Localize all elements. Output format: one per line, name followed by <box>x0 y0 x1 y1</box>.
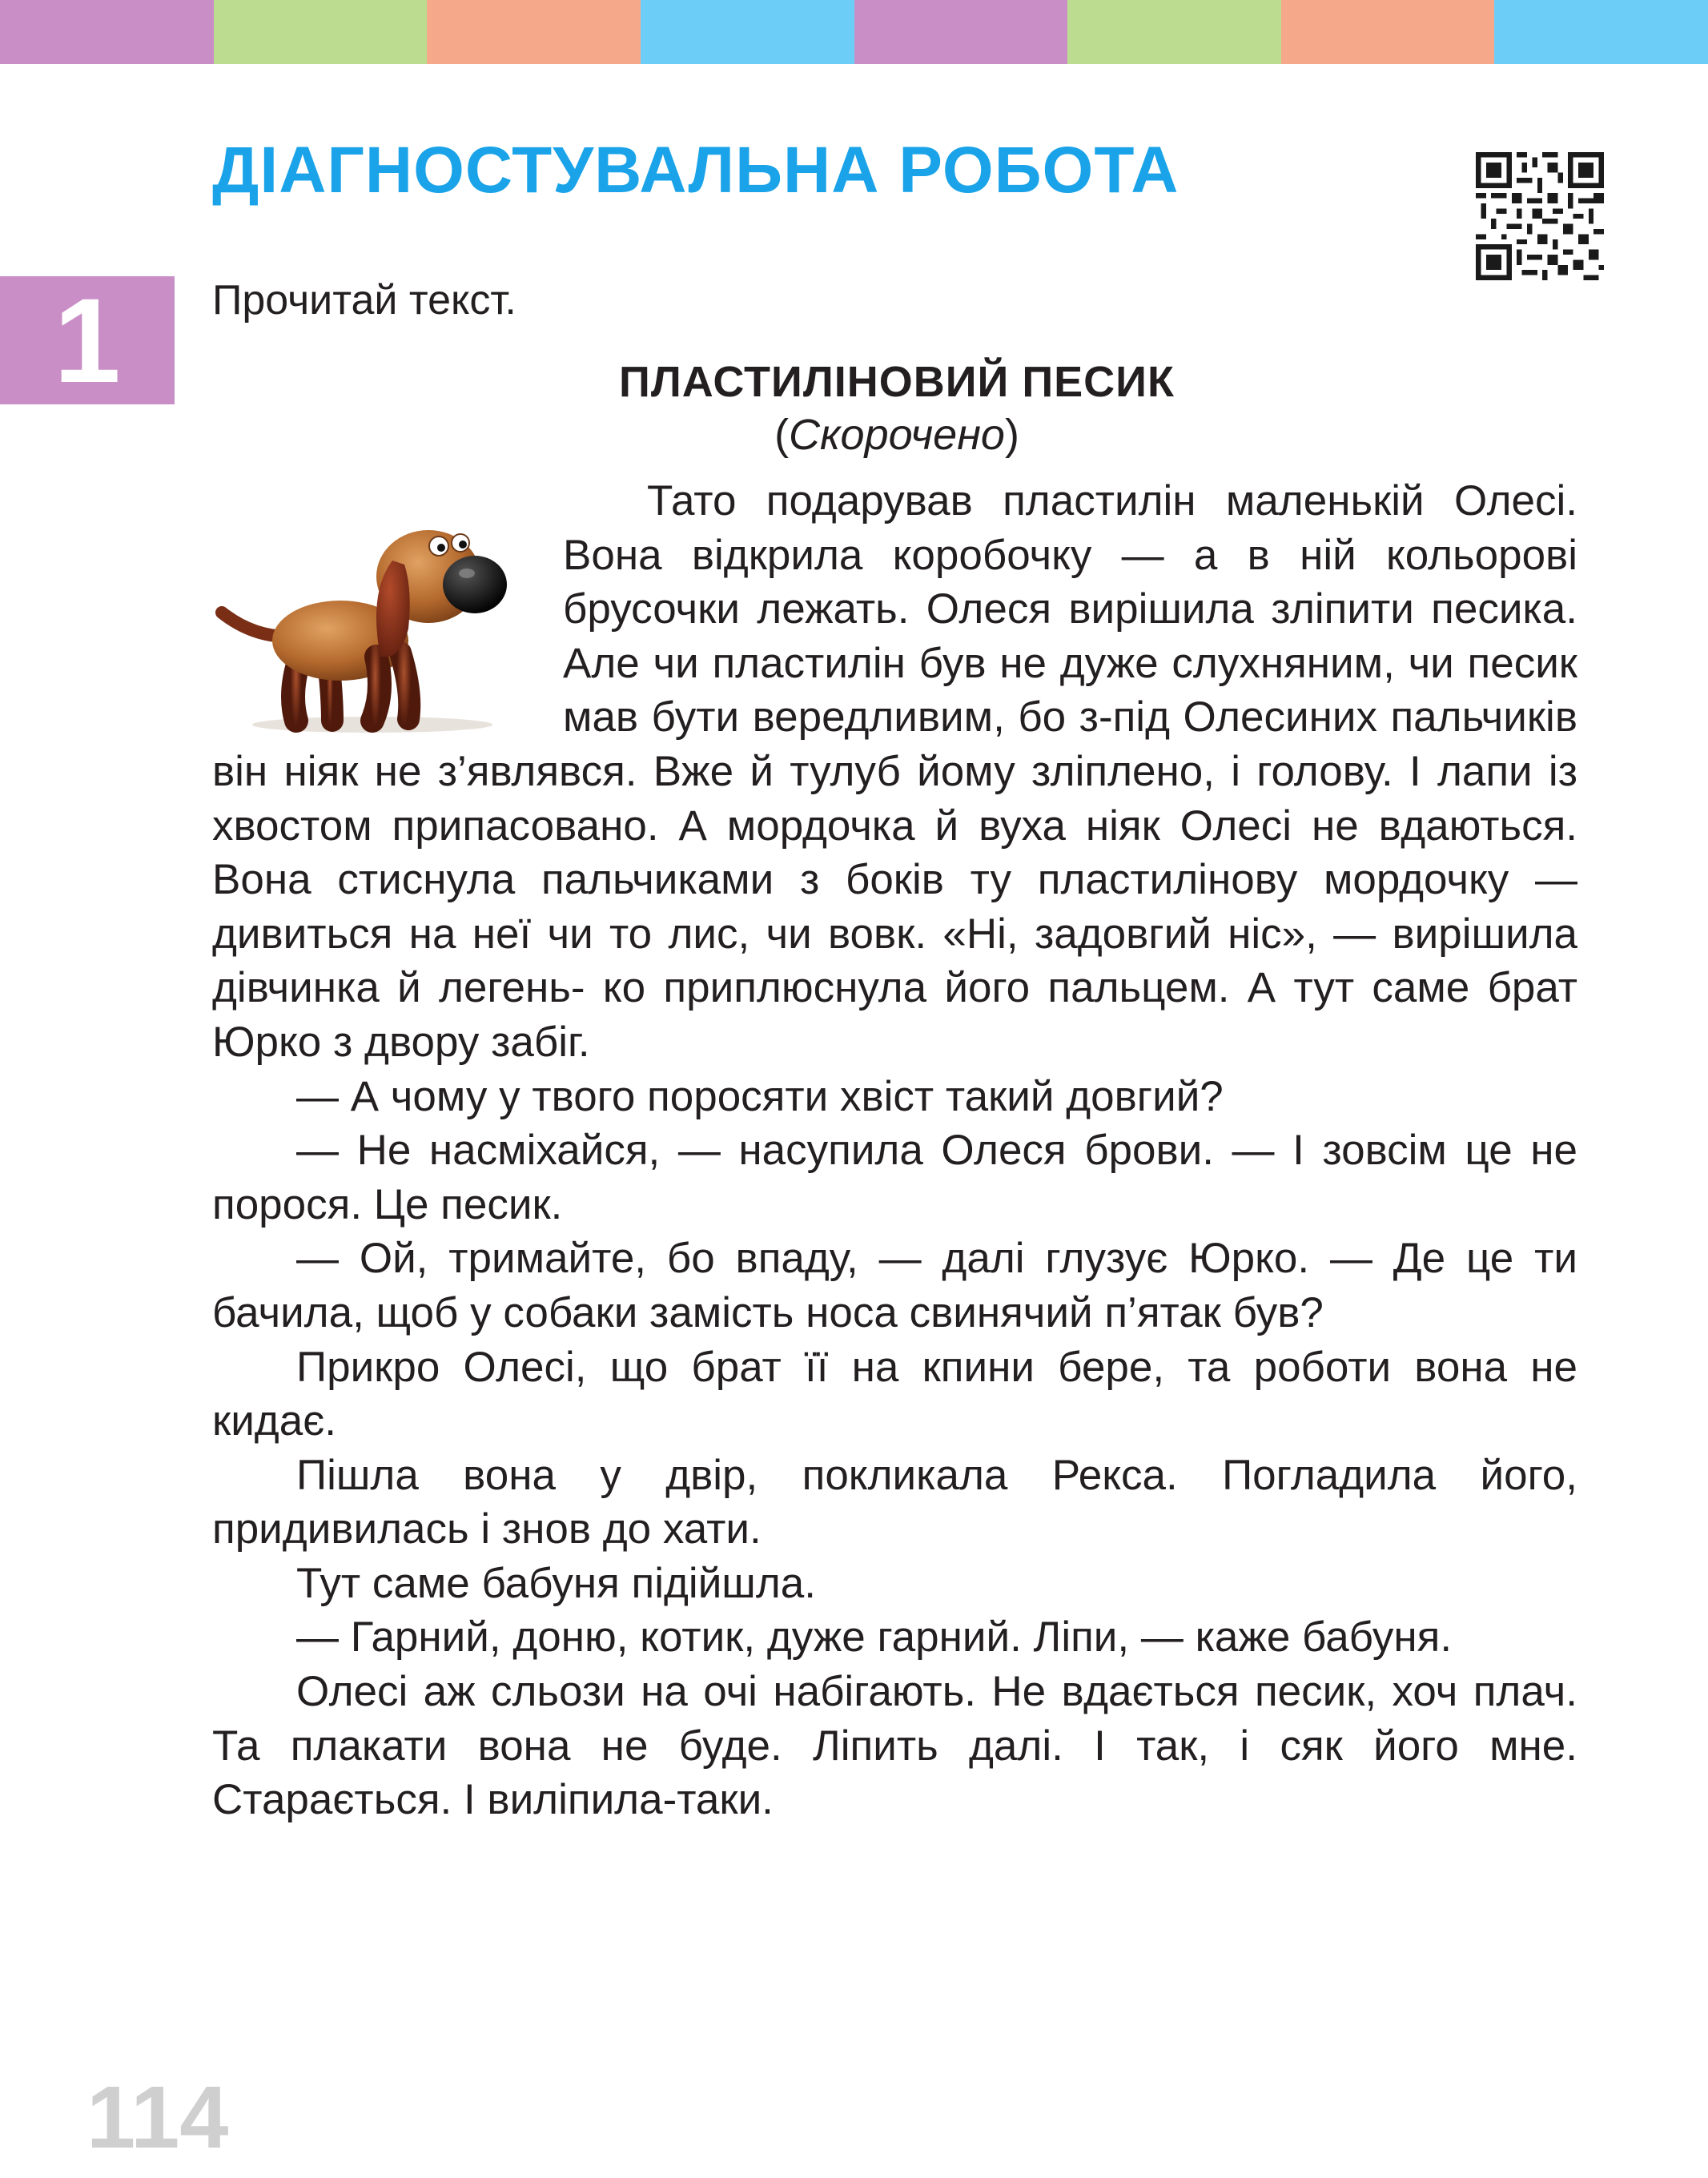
stripe-segment <box>214 0 428 64</box>
story-text <box>212 474 1577 1827</box>
story-paragraph: — Гарний, доню, котик, дуже гарний. Ліпи, — каже бабуня. <box>296 1613 1453 1662</box>
story-paragraph: Пішла вона у двір, покликала Рекса. Погладила його, придивилась і знов до хати. <box>212 1451 1577 1553</box>
illustration-float-space <box>212 474 563 742</box>
story-paragraph: Олесі аж сльози на очі набігають. Не вдається песик, хоч плач. Та плакати вона не буде. Ліпить далі. І так, і сяк його мне. Старається. І виліпила-таки. <box>212 1668 1577 1824</box>
task-number: 1 <box>54 273 121 408</box>
story-paragraph: — Ой, тримайте, бо впаду, — далі глузує Юрко. — Де це ти бачила, щоб у собаки замість носа свинячий п’ятак був? <box>212 1235 1577 1336</box>
stripe-segment <box>1281 0 1495 64</box>
stripe-segment <box>641 0 854 64</box>
stripe-segment <box>854 0 1068 64</box>
top-color-stripe <box>0 0 1708 64</box>
story-paragraph: Прикро Олесі, що брат її на кпини бере, та роботи вона не кидає. <box>212 1343 1577 1445</box>
story-title: ПЛАСТИЛІНОВИЙ ПЕСИК <box>619 358 1175 406</box>
task-instruction: Прочитай текст. <box>212 277 516 323</box>
stripe-segment <box>1067 0 1281 64</box>
story-subtitle <box>212 407 1581 463</box>
page-title: ДІАГНОСТУВАЛЬНА РОБОТА <box>212 134 1180 207</box>
task-number-badge <box>0 273 175 408</box>
stripe-segment <box>1494 0 1708 64</box>
story-paragraph: — Не насміхайся, — насупила Олеся брови. — І зовсім це не порося. Це песик. <box>212 1127 1577 1228</box>
story-paragraph: Тато подарував пластилін маленькій Олесі. Вона відкрила коробочку — а в ній кольорові брусочки лежать. Олеся вирішила зліпити песика. Але чи пластилін був не дуже слухняним, чи песик мав бути вередливим, бо з-під Олесиних пальчиків він ніяк не з’являвся. Вже й тулуб йому зліплено, і голову. І лапи із хвостом припасовано. А мордочка й вуха ніяк Олесі не вдаються. Вона стиснула пальчиками з боків ту пластилінову мордочку — дивиться на неї чи то лис, чи вовк. «Ні, задовгий ніс», — вирішила дівчинка й легень- ко приплюснула його пальцем. А тут саме брат Юрко з двору забіг. <box>212 477 1577 1066</box>
story-paragraph: — А чому у твого поросяти хвіст такий довгий? <box>296 1072 1224 1120</box>
stripe-segment <box>0 0 214 64</box>
subtitle-text: Скорочено <box>789 411 1005 459</box>
qr-code-icon[interactable] <box>1476 152 1604 280</box>
subtitle-open-paren: ( <box>774 411 790 459</box>
subtitle-close-paren: ) <box>1004 411 1019 459</box>
page-number: 114 <box>86 2068 229 2167</box>
stripe-segment <box>427 0 641 64</box>
story-paragraph: Тут саме бабуня підійшла. <box>296 1559 816 1607</box>
